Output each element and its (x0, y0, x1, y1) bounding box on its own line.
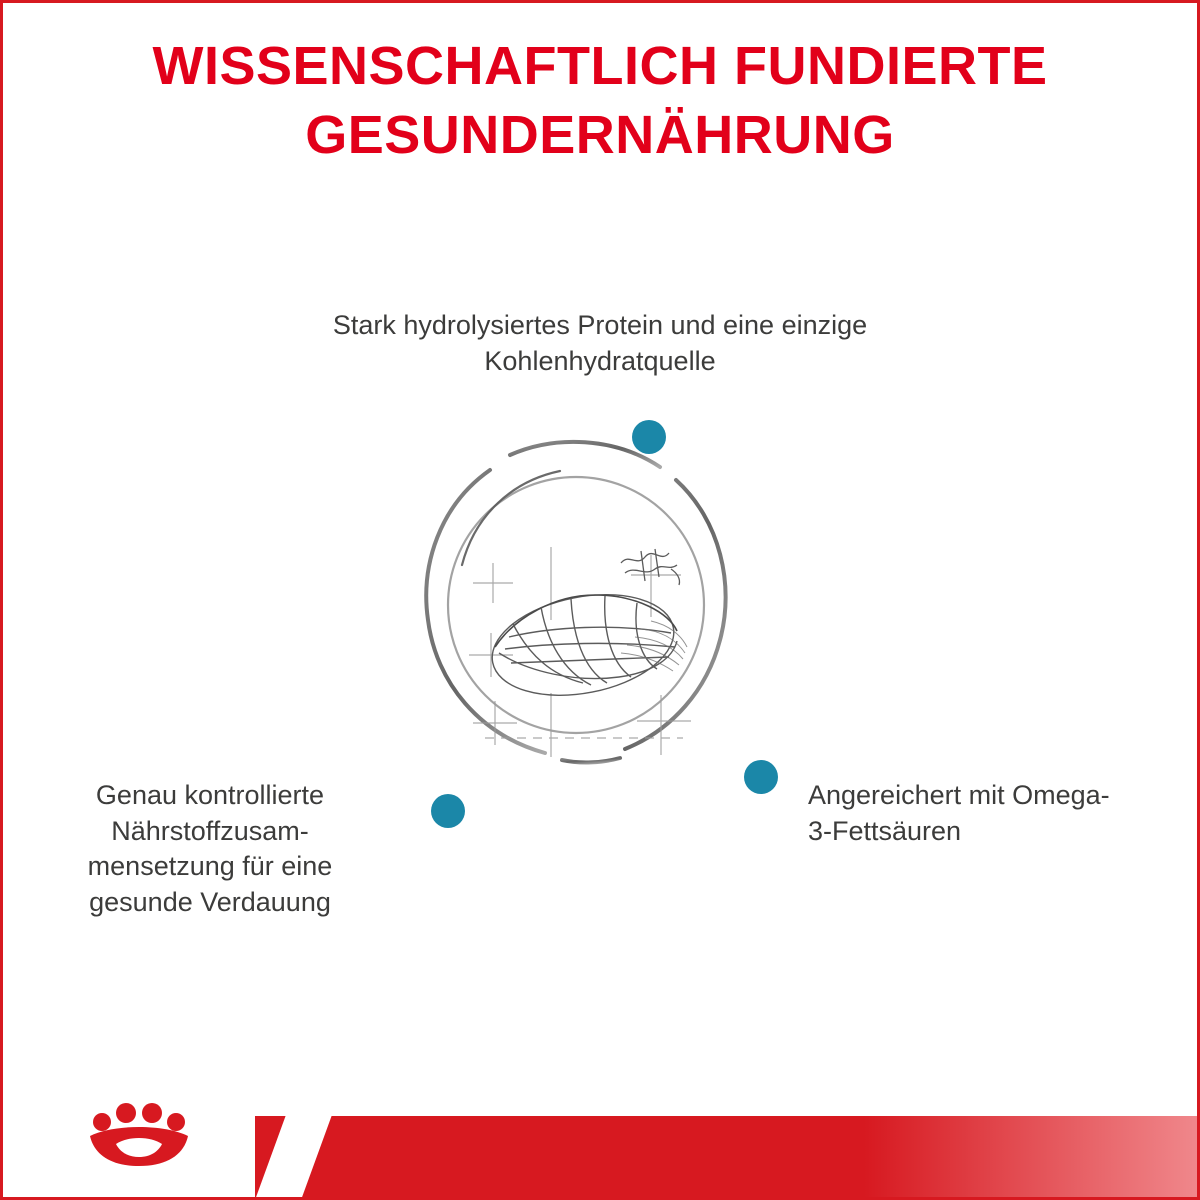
benefit-label-left: Genau kontrollierte Nährstoffzusam-mensetzung für eine gesunde Verdauung (87, 780, 333, 917)
benefit-label-right: Angereichert mit Omega-3-Fettsäuren (808, 780, 1110, 846)
page-title-line-2: GESUNDERNÄHRUNG (305, 105, 895, 166)
benefit-dot-left (431, 794, 465, 828)
page-title-line-1: WISSENSCHAFTLICH FUNDIERTE (152, 36, 1048, 96)
benefit-label-top: Stark hydrolysiertes Protein und eine einzige Kohlenhydratquelle (332, 310, 868, 376)
kibble-sketch-illustration (455, 525, 715, 770)
benefit-dot-top (632, 420, 666, 454)
page-title (60, 32, 1140, 170)
royal-canin-crown-logo (72, 1100, 212, 1186)
footer-bar (0, 1088, 1200, 1200)
benefit-dot-right (744, 760, 778, 794)
